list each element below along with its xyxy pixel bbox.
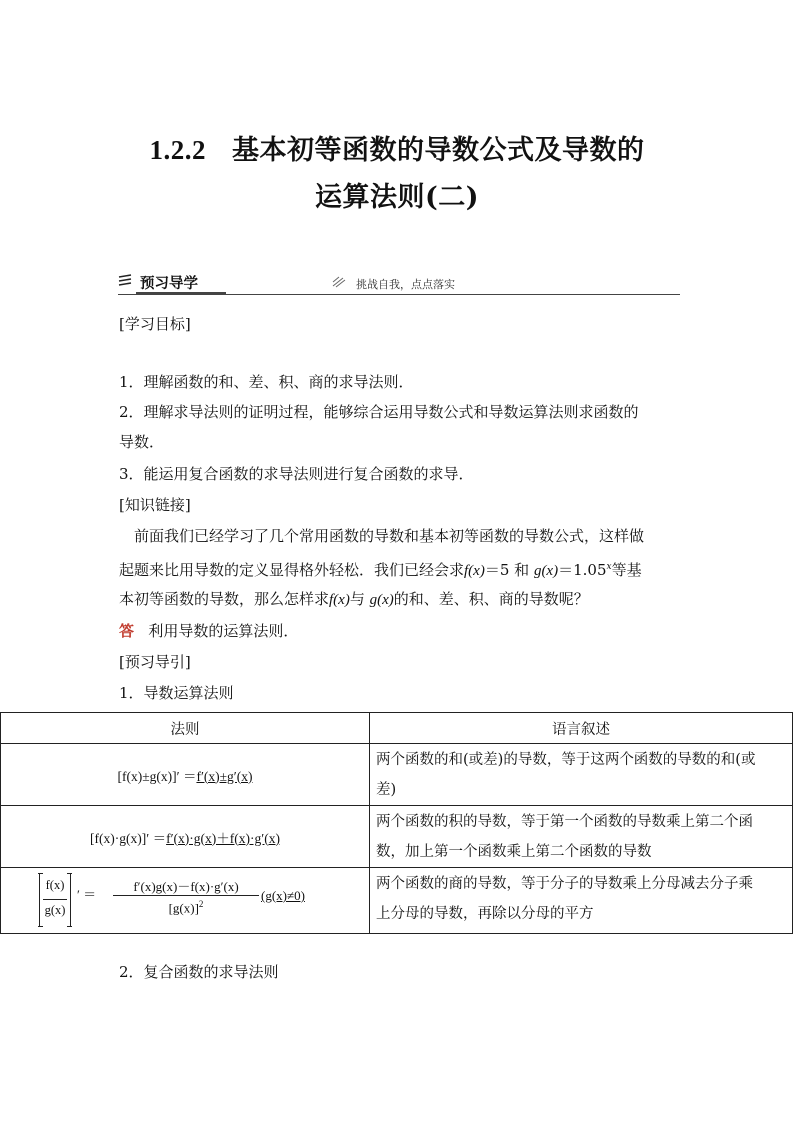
rule-product-formula: [f(x)·g(x)]′ ＝f′(x)·g(x)＋f(x)·g′(x) <box>1 806 370 868</box>
table-row <box>1 806 793 868</box>
page-title-line1 <box>0 128 794 167</box>
goal-item-2: 2．理解求导法则的证明过程，能够综合运用导数公式和导数运算法则求函数的 <box>119 403 639 421</box>
preview-item-1: 1．导数运算法则 <box>119 684 234 702</box>
link-paragraph-line2: 起题来比用导数的定义显得格外轻松．我们已经会求f(x)＝5 和 $g(x)=1.05^x$等基 <box>119 561 642 579</box>
heading-underline <box>136 292 226 294</box>
rule-sum-description: 两个函数的和(或差)的导数，等于这两个函数的导数的和(或 差) <box>370 744 793 806</box>
goals-label: [学习目标] <box>119 315 191 333</box>
derivative-rules-table <box>0 712 793 934</box>
goal-item-1: 1．理解函数的和、差、积、商的求导法则． <box>119 373 414 391</box>
link-paragraph-line1: 前面我们已经学习了几个常用函数的导数和基本初等函数的导数公式，这样做 <box>134 527 645 545</box>
stripes-icon <box>118 274 134 288</box>
rule-quotient-description: 两个函数的商的导数，等于分子的导数乘上分母减去分子乘 上分母的导数，再除以分母的平方 <box>370 868 793 934</box>
page-title-line2: 运算法则(二) <box>314 182 480 213</box>
header-description: 语言叙述 <box>370 713 793 744</box>
title-text-line1: 基本初等函数的导数公式及导数的 <box>232 135 645 166</box>
answer-text: 利用导数的运算法则． <box>148 622 299 640</box>
goal-item-2-cont: 导数． <box>119 433 165 451</box>
rule-quotient-formula: f(x) g(x) ′ ＝ f′(x)g(x)－f(x)·g′(x) $[g(x)]^2$ (g(x)≠0) <box>1 868 370 934</box>
answer-line <box>119 621 298 641</box>
link-paragraph-line3: 本初等函数的导数，那么怎样求f(x)与 g(x)的和、差、积、商的导数呢？ <box>119 590 589 608</box>
table-row <box>1 868 793 934</box>
rule-sum-formula: [f(x)±g(x)]′ ＝f′(x)±g′(x) <box>1 744 370 806</box>
header-rule: 法则 <box>1 713 370 744</box>
goal-item-3: 3．能运用复合函数的求导法则进行复合函数的求导． <box>119 465 474 483</box>
hatch-icon <box>332 276 346 288</box>
preview-label: [预习导引] <box>119 653 191 671</box>
answer-label: 答 <box>119 622 135 640</box>
table-row <box>1 744 793 806</box>
preview-item-2: 2．复合函数的求导法则 <box>119 963 279 981</box>
link-label: [知识链接] <box>119 496 191 514</box>
rule-product-description: 两个函数的积的导数，等于第一个函数的导数乘上第二个函 数，加上第一个函数乘上第二个函数的导数 <box>370 806 793 868</box>
section-subtitle: 挑战自我，点点落实 <box>356 278 455 291</box>
section-banner <box>118 272 680 295</box>
section-heading: 预习导学 <box>140 276 198 292</box>
table-header-row <box>1 713 793 744</box>
quotient-brackets: f(x) g(x) <box>39 874 71 926</box>
section-number: 1.2.2 <box>149 135 206 165</box>
